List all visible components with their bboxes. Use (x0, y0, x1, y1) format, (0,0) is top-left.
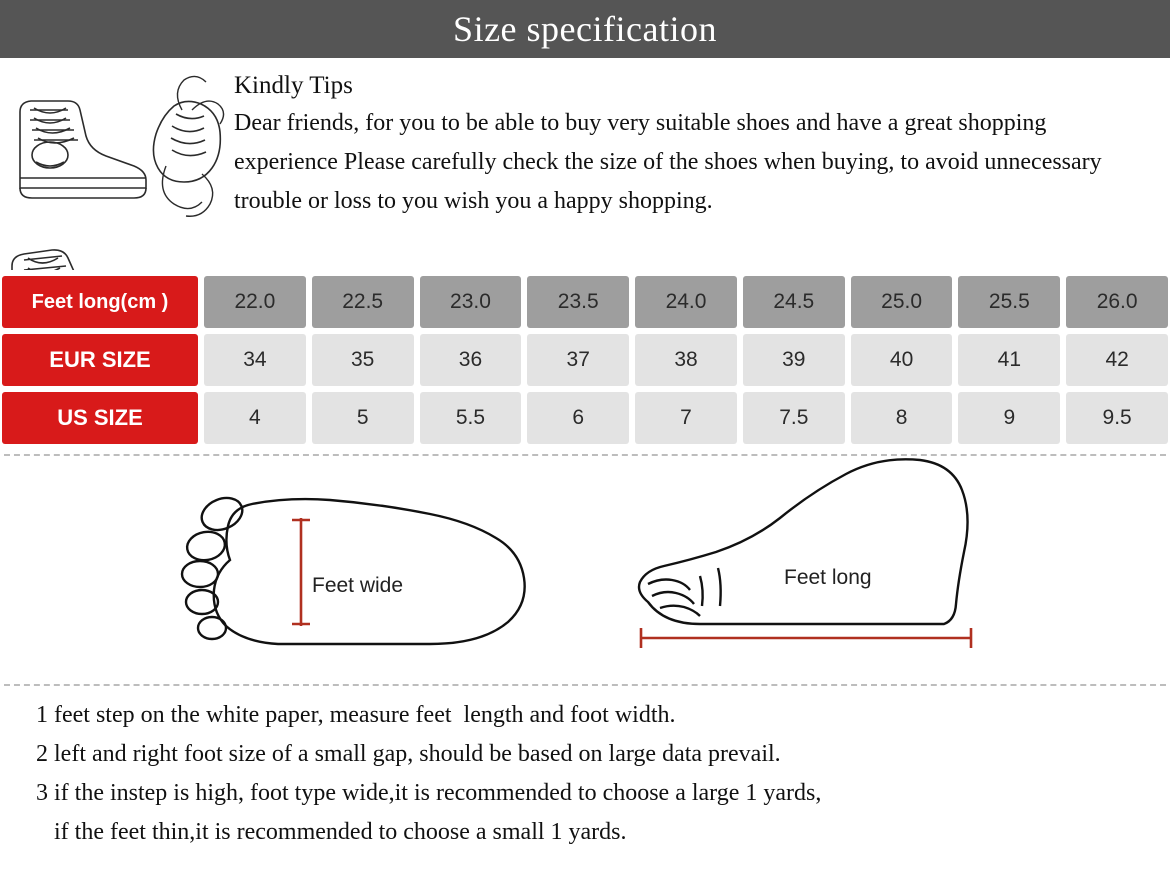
cell-eur-6: 39 (743, 334, 845, 386)
cell-feet-long-7: 25.0 (851, 276, 953, 328)
note-line-1: 1 feet step on the white paper, measure feet length and foot width. (36, 702, 676, 728)
cell-eur-3: 36 (420, 334, 522, 386)
page-header (0, 0, 1170, 58)
cell-feet-long-2: 22.5 (312, 276, 414, 328)
feet-long-label: Feet long (784, 566, 872, 589)
tips-body: Dear friends, for you to be able to buy very suitable shoes and have a great shopping experience Please carefully check the size of the shoes when buying, to avoid unnecessary trouble or loss to you wish you a happy shopping. (234, 110, 1102, 214)
cell-eur-4: 37 (527, 334, 629, 386)
table-row-feet-long (2, 276, 1168, 328)
kindly-tips-section (0, 58, 1170, 276)
row-label-eur-size: EUR SIZE (2, 334, 198, 386)
cell-eur-8: 41 (958, 334, 1060, 386)
cell-us-3: 5.5 (420, 392, 522, 444)
cell-feet-long-1: 22.0 (204, 276, 306, 328)
cell-feet-long-5: 24.0 (635, 276, 737, 328)
table-row-eur-size (2, 334, 1168, 386)
page-title: Size specification (453, 9, 717, 49)
row-label-feet-long: Feet long(cm ) (2, 276, 198, 328)
cell-feet-long-4: 23.5 (527, 276, 629, 328)
tips-text-block (228, 70, 1150, 221)
foot-measure-diagram (0, 456, 1170, 674)
sneakers-illustration-icon (6, 70, 228, 270)
table-row-us-size (2, 392, 1168, 444)
cell-eur-5: 38 (635, 334, 737, 386)
cell-us-1: 4 (204, 392, 306, 444)
cell-eur-7: 40 (851, 334, 953, 386)
cell-feet-long-6: 24.5 (743, 276, 845, 328)
cell-us-7: 8 (851, 392, 953, 444)
measure-notes (0, 686, 1170, 852)
cell-us-9: 9.5 (1066, 392, 1168, 444)
cell-us-2: 5 (312, 392, 414, 444)
cell-eur-2: 35 (312, 334, 414, 386)
tips-title: Kindly Tips (234, 72, 353, 99)
feet-wide-label: Feet wide (312, 574, 404, 597)
size-table (0, 276, 1170, 444)
row-label-us-size: US SIZE (2, 392, 198, 444)
cell-feet-long-3: 23.0 (420, 276, 522, 328)
note-line-4: if the feet thin,it is recommended to choose a small 1 yards. (36, 819, 627, 845)
cell-feet-long-9: 26.0 (1066, 276, 1168, 328)
cell-eur-9: 42 (1066, 334, 1168, 386)
cell-eur-1: 34 (204, 334, 306, 386)
cell-us-6: 7.5 (743, 392, 845, 444)
cell-us-4: 6 (527, 392, 629, 444)
note-line-3: 3 if the instep is high, foot type wide,it is recommended to choose a large 1 yards, (36, 780, 822, 806)
cell-feet-long-8: 25.5 (958, 276, 1060, 328)
note-line-2: 2 left and right foot size of a small gap, should be based on large data prevail. (36, 741, 781, 767)
cell-us-8: 9 (958, 392, 1060, 444)
cell-us-5: 7 (635, 392, 737, 444)
